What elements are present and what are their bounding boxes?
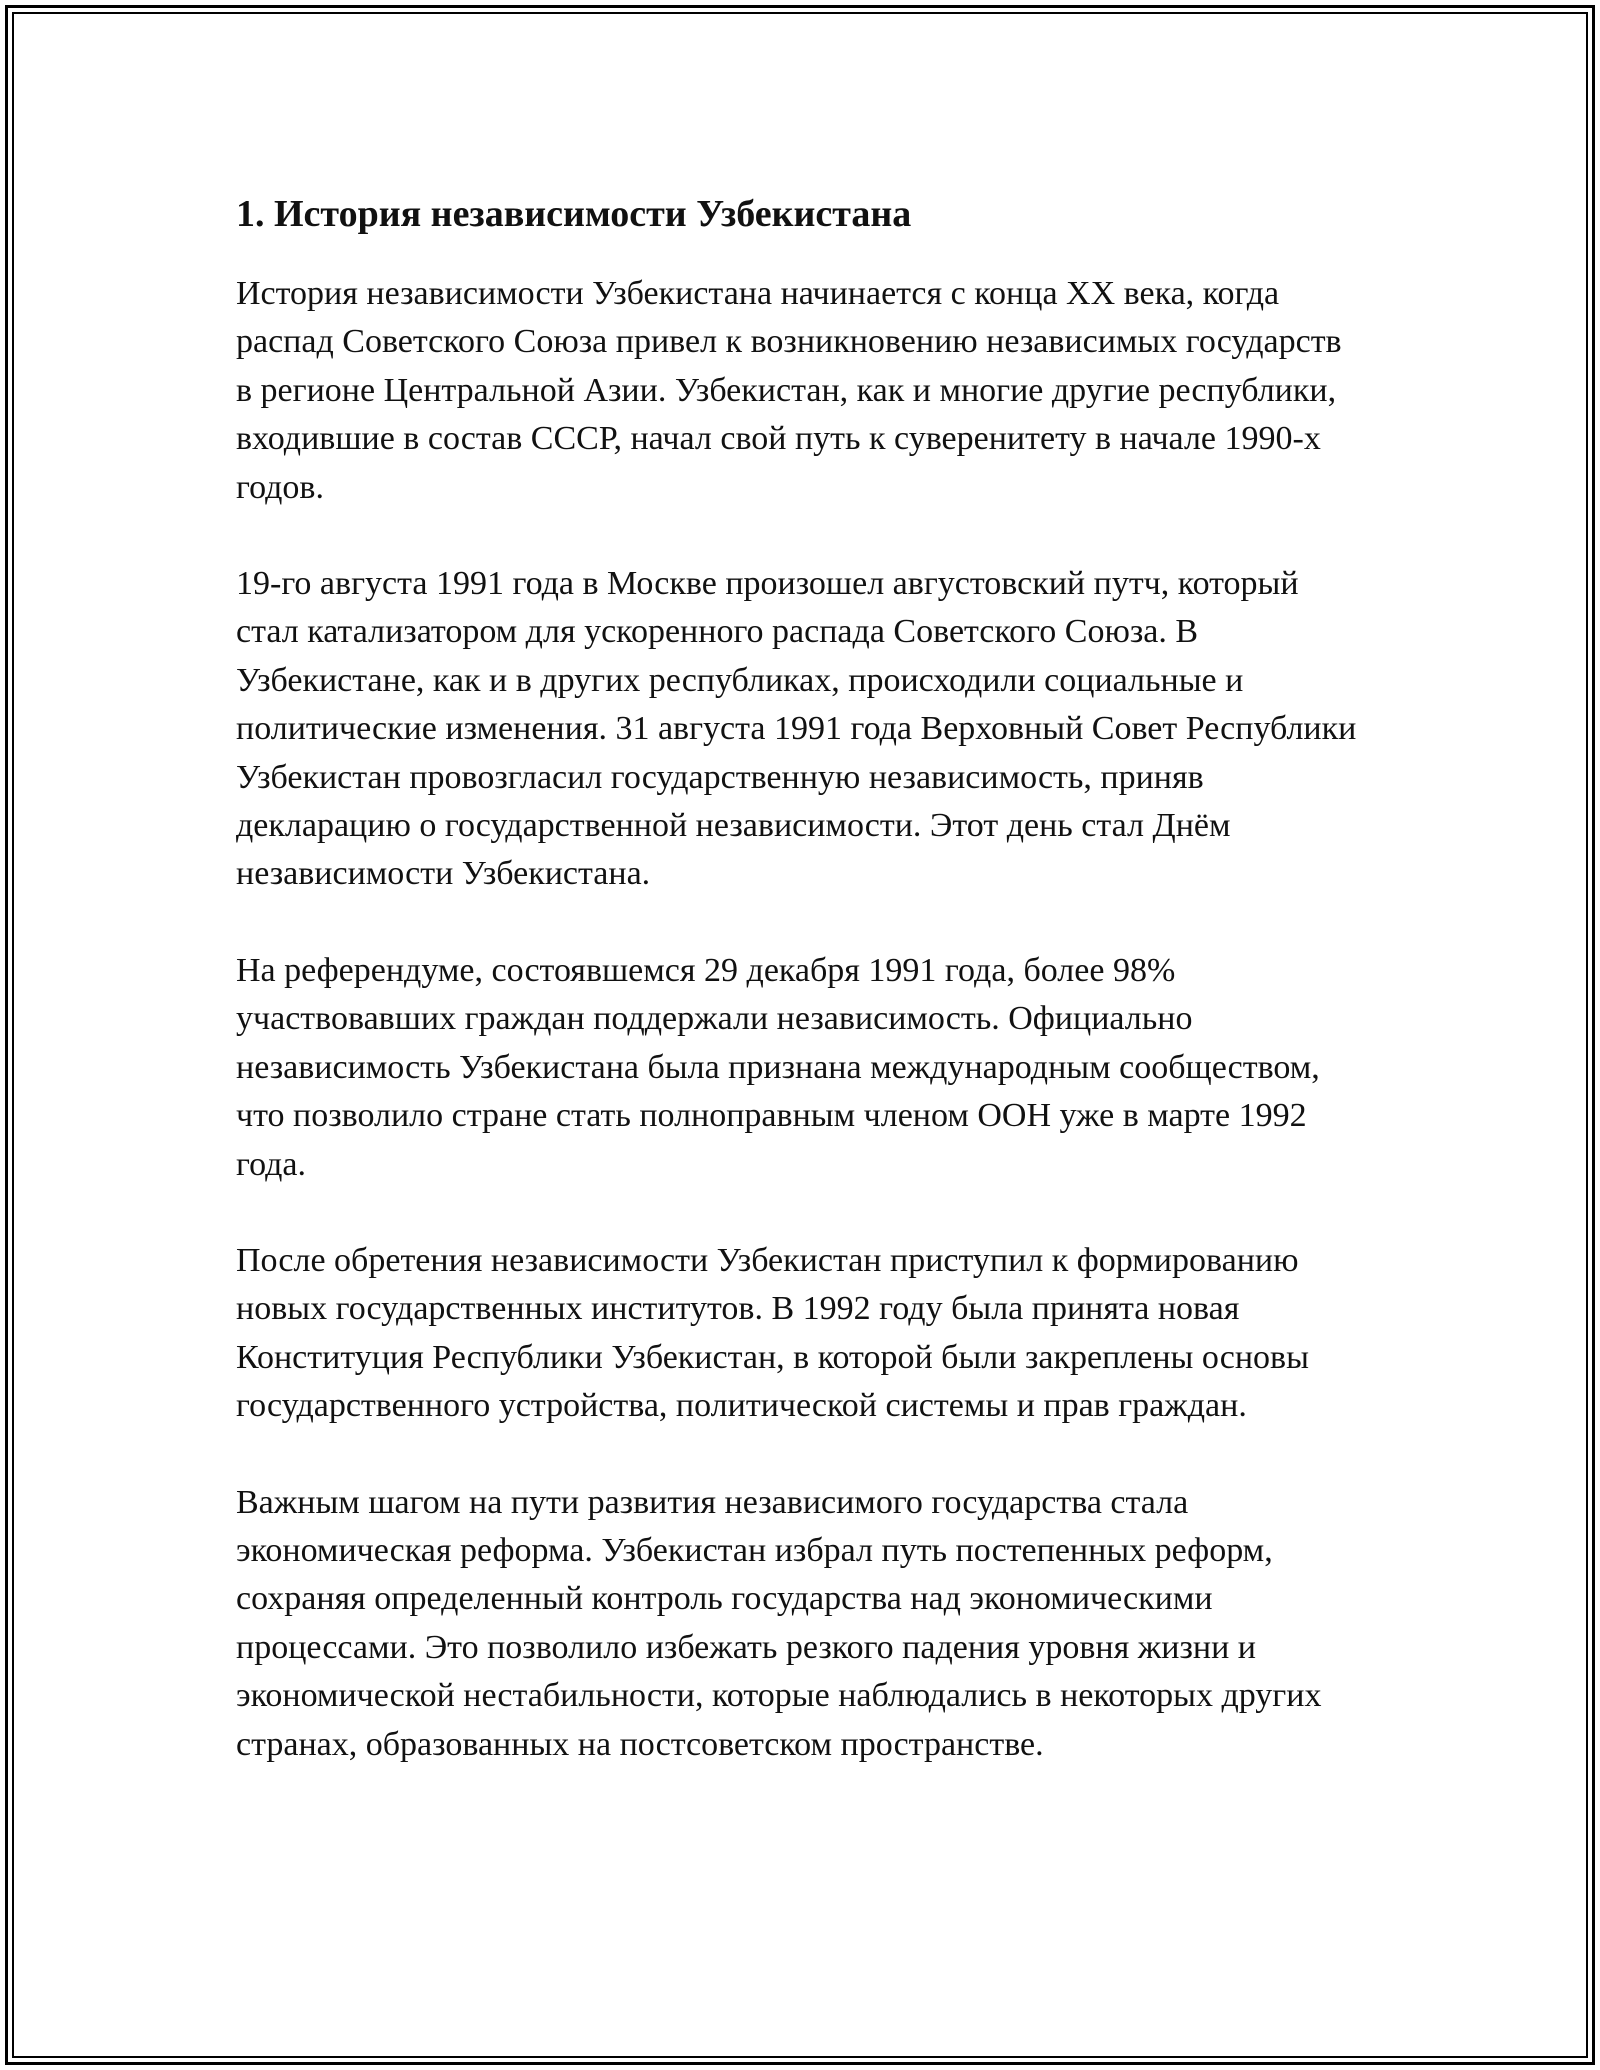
document-body: [236, 186, 1366, 1769]
paragraph-1: История независимости Узбекистана начинается с конца XX века, когда распад Советского Союза привел к возникновению независимых государств в регионе Центральной Азии. Узбекистан, как и многие другие республики, входившие в состав СССР, начал свой путь к суверенитету в начале 1990-х годов.: [236, 275, 1342, 506]
paragraph-2: 19-го августа 1991 года в Москве произошел августовский путч, который стал катализатором для ускоренного распада Советского Союза. В Узбекистане, как и в других республиках, происходили социальные и политические изменения. 31 августа 1991 года Верховный Совет Республики Узбекистан провозгласил государственную независимость, приняв декларацию о государственной независимости. Этот день стал Днём независимости Узбекистана.: [236, 565, 1357, 893]
paragraph-4: После обретения независимости Узбекистан приступил к формированию новых государственных институтов. В 1992 году была принята новая Конституция Республики Узбекистан, в которой были закреплены основы государственного устройства, политической системы и прав граждан.: [236, 1241, 1309, 1425]
paragraph-3: На референдуме, состоявшемся 29 декабря 1991 года, более 98% участвовавших граждан поддержали независимость. Официально независимость Узбекистана была признана международным сообществом, что позволило стране стать полноправным членом ООН уже в марте 1992 года.: [236, 951, 1320, 1183]
section-heading: 1. История независимости Узбекистана: [236, 193, 912, 235]
paragraph-5: Важным шагом на пути развития независимого государства стала экономическая реформа. Узбекистан избрал путь постепенных реформ, сохраняя определенный контроль государства над экономическими процессами. Это позволило избежать резкого падения уровня жизни и экономической нестабильности, которые наблюдались в некоторых других странах, образованных на постсоветском пространстве.: [236, 1483, 1322, 1763]
